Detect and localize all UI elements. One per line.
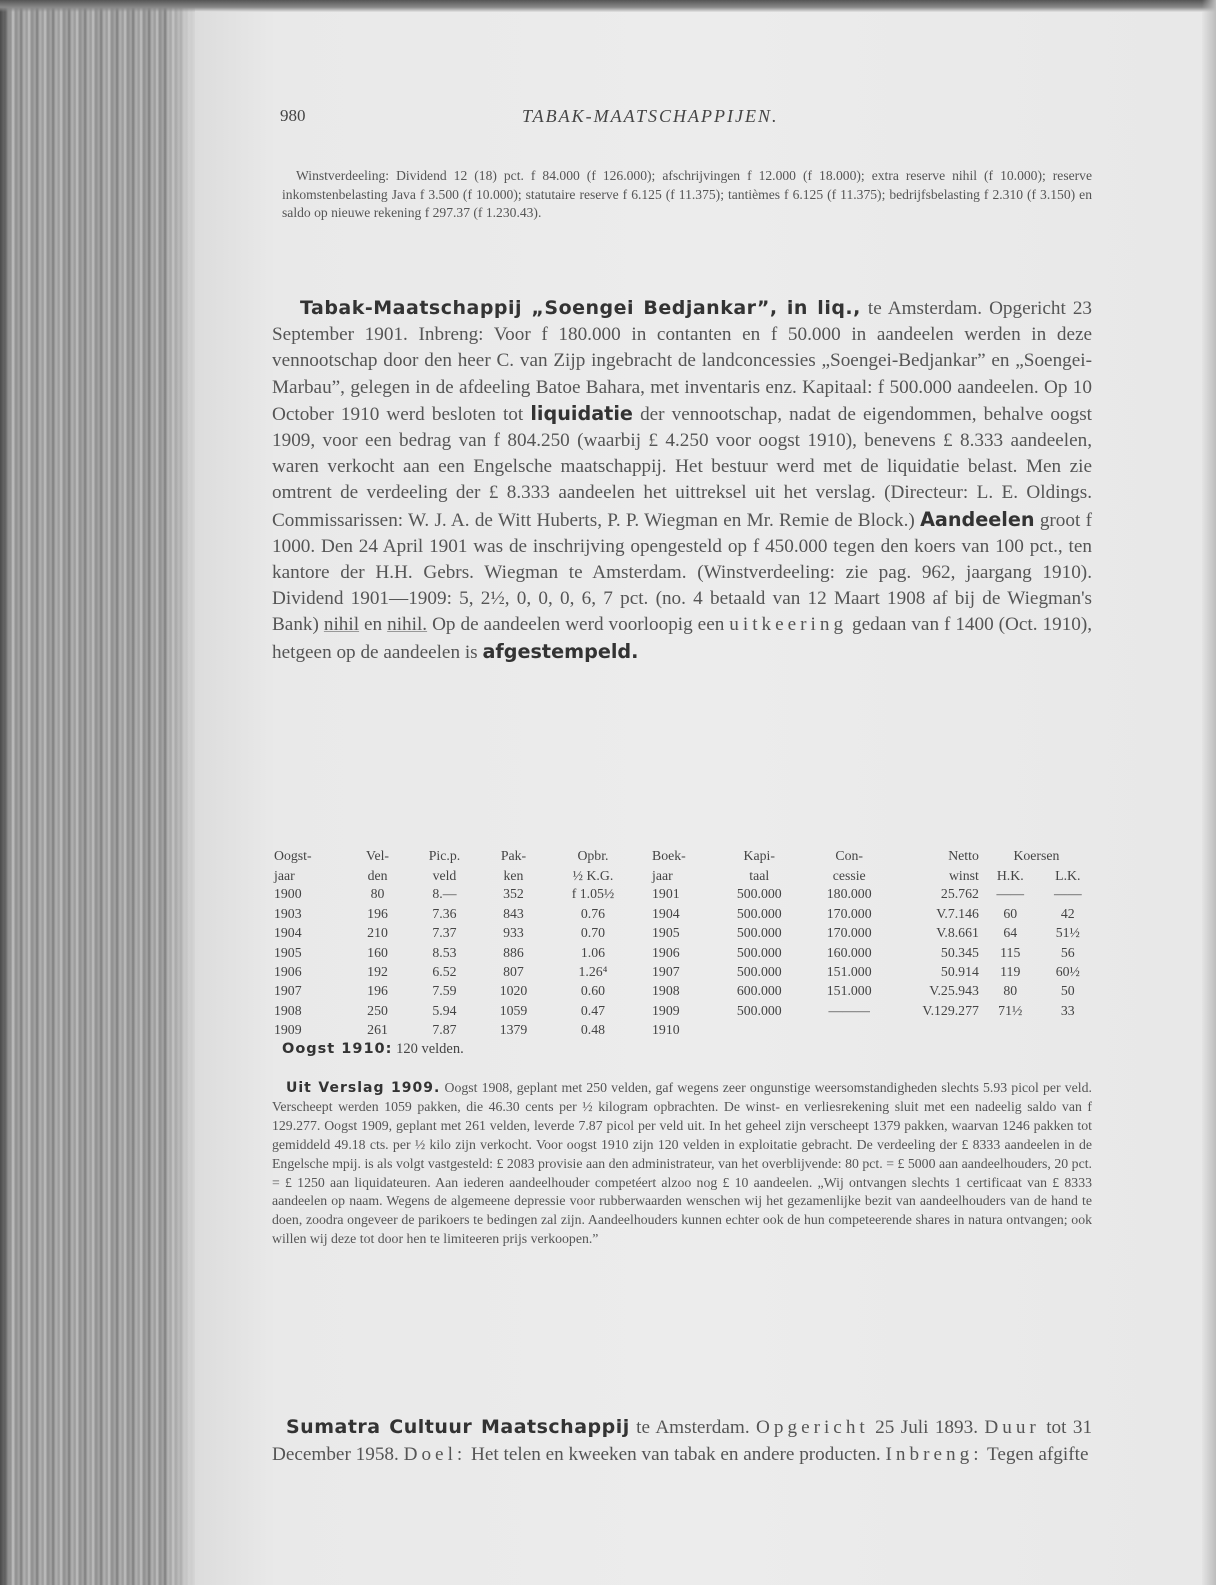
duur-spaced: Duur [984, 1417, 1040, 1438]
cell: 56 [1060, 944, 1075, 960]
nihil-1: nihil [323, 614, 360, 636]
cell: 60 [1003, 905, 1018, 921]
cell: 1904 [652, 905, 680, 921]
oogst-1910-line [282, 1041, 464, 1058]
cell: 1907 [652, 964, 680, 980]
header-sub: ½ K.G. [572, 867, 614, 883]
cell: 7.37 [432, 925, 457, 941]
cell: 261 [367, 1022, 388, 1038]
cell: 151.000 [826, 964, 872, 980]
cell: 250 [367, 1002, 388, 1018]
header-sub: veld [432, 867, 457, 883]
header-sub: winst [948, 867, 979, 883]
cell: 500.000 [736, 964, 782, 980]
heading-suffix: te [867, 298, 882, 319]
table-row [274, 885, 1094, 904]
cell: 33 [1060, 1002, 1075, 1018]
cell: 1906 [274, 964, 302, 980]
cell: 60½ [1055, 964, 1080, 980]
entry-heading: Tabak-Maatschappij „Soengei Bedjankar”, in liq., [300, 297, 861, 319]
header-netto-winst: Netto [948, 848, 979, 864]
entry-sumatra-cultuur [272, 1414, 1092, 1468]
header-velden: Vel- [366, 848, 390, 864]
cell: 50 [1060, 983, 1075, 999]
cell: 80 [1003, 983, 1018, 999]
cell: 151.000 [826, 983, 872, 999]
sumatra-text-1: te Amsterdam. [636, 1417, 750, 1438]
cell: 119 [1000, 964, 1021, 980]
table-row [274, 982, 1094, 1001]
entry-text-4: Op de aandeelen werd voorloopig een [432, 614, 725, 636]
oogst-1910-label: Oogst 1910: [282, 1041, 393, 1057]
page-number: 980 [280, 106, 306, 125]
aandeelen-label: Aandeelen [920, 507, 1035, 531]
cell: 1910 [652, 1022, 680, 1038]
sumatra-text-4: Het telen en kweeken van tabak en andere producten. [471, 1444, 881, 1465]
entry-text-1: Amsterdam. Opgericht 23 September 1901. Inbreng: Voor f 180.000 in contanten en f 50.000 in aandeelen werden in deze vennootschap door den heer C. van Zijp ingebracht de landconcessies „Soengei-Bedjankar” en „Soengei-Marbau”, gelegen in de afdeeling Batoe Bahara, met inventaris enz. Kapitaal: f 500.000 aandeelen. Op 10 October 1910 werd besloten tot [272, 298, 1093, 425]
header-boekjaar: Boek- [652, 848, 686, 864]
header-concessie: Con- [835, 848, 863, 864]
cell: 500.000 [736, 944, 782, 960]
nihil-2: nihil. [387, 614, 428, 636]
cell: 7.59 [432, 983, 457, 999]
cell: 1904 [274, 925, 302, 941]
cell: 933 [503, 925, 524, 941]
cell: 0.76 [580, 905, 606, 921]
header-pakken: Pak- [500, 848, 527, 864]
cell: 170.000 [826, 905, 872, 921]
cell: 7.87 [432, 1022, 457, 1038]
cell: 807 [503, 964, 524, 980]
cell: 180.000 [826, 886, 872, 902]
book-top-edge [0, 0, 1216, 12]
entry-text-3: groot f 1000. Den 24 April 1901 was de inschrijving opengesteld op f 450.000 tegen den koers van 100 pct., ten kantore der H.H. Gebrs. Wiegman te Amsterdam. (Winstverdeeling: zie pag. 962, jaargang 1910). Dividend 1901—1909: 5, 2½, 0, 0, 0, 6, 7 pct. (no. 4 betaald van 12 Maart 1908 af bij de Wiegman's Bank) [272, 509, 1092, 636]
cell: 192 [367, 964, 388, 980]
book-page-edges [0, 0, 195, 1585]
cell [715, 1021, 803, 1040]
cell: 1059 [499, 1002, 528, 1018]
cell: 600.000 [736, 983, 782, 999]
cell: 1901 [652, 886, 680, 902]
cell: 7.36 [432, 905, 457, 921]
harvest-table [274, 846, 1094, 1040]
sumatra-text-5: Tegen afgifte [987, 1444, 1089, 1465]
entry-text-5: gedaan van f 1400 (Oct. 1910), hetgeen op de aandeelen is [272, 614, 1093, 663]
cell: 1909 [652, 1002, 680, 1018]
cell: 1906 [652, 944, 680, 960]
opgericht-spaced: Opgericht [756, 1417, 869, 1438]
cell: 500.000 [736, 1002, 782, 1018]
cell: 1900 [274, 886, 302, 902]
cell: 64 [1003, 925, 1018, 941]
doel-spaced: Doel: [403, 1444, 467, 1465]
cell: 1.06 [580, 944, 606, 960]
header-sub: ken [503, 867, 524, 883]
book-right-edge [1202, 0, 1216, 1585]
oogst-1910-value: 120 velden. [396, 1041, 464, 1057]
cell: 50.914 [940, 964, 979, 980]
cell: 0.47 [580, 1002, 606, 1018]
running-title: TABAK-MAATSCHAPPIJEN. [522, 106, 779, 126]
sumatra-text-2: 25 Juli 1893. [875, 1417, 978, 1438]
cell: 50.345 [940, 944, 979, 960]
table-row [274, 962, 1094, 981]
cell: 210 [367, 925, 388, 941]
table-row [274, 943, 1094, 962]
cell: 80 [370, 886, 385, 902]
entry-soengei-bedjankar [272, 295, 1092, 666]
header-koersen: Koersen [1013, 848, 1060, 864]
cell: 1.26⁴ [578, 964, 608, 980]
header-sub: taal [749, 867, 770, 883]
afgestempeld-label: afgestempeld. [482, 639, 639, 663]
verslag-label: Uit Verslag 1909. [286, 1080, 441, 1096]
cell: 0.60 [580, 983, 606, 999]
header-oogstjaar: Oogst- [274, 848, 312, 864]
header-sub: cessie [832, 867, 866, 883]
cell: 42 [1060, 905, 1075, 921]
cell: 6.52 [432, 964, 457, 980]
header-sub: jaar [652, 867, 673, 883]
table-header-row-1 [274, 846, 1094, 865]
cell: 1905 [274, 944, 302, 960]
cell: 1909 [274, 1022, 302, 1038]
cell: 160.000 [826, 944, 872, 960]
table-row [274, 1001, 1094, 1020]
previous-entry-tail [282, 167, 1092, 223]
cell: 1905 [652, 925, 680, 941]
cell [803, 1021, 895, 1040]
cell: 196 [367, 905, 388, 921]
entry-text-2: der vennootschap, nadat de eigendommen, behalve oogst 1909, voor een bedrag van f 804.250 (waarbij £ 4.250 voor oogst 1910), benevens £ 8.333 aandeelen, waren verkocht aan een Engelsche maatschappij. Het bestuur werd met de liquidatie belast. Men zie omtrent de verdeeling der £ 8.333 aandeelen het uittreksel uit het verslag. (Directeur: L. E. Oldings. Commissarissen: W. J. A. de Witt Huberts, P. P. Wiegman en Mr. Remie de Block.) [272, 403, 1093, 531]
running-head [272, 106, 1090, 132]
cell: 1908 [274, 1002, 302, 1018]
uit-verslag-1909 [272, 1079, 1092, 1249]
book-page [195, 12, 1202, 1585]
cell: 71½ [998, 1002, 1023, 1018]
table-row [274, 1021, 1094, 1040]
cell: 0.48 [580, 1022, 606, 1038]
cell: 25.762 [940, 886, 979, 902]
cell: 8.— [432, 886, 457, 902]
cell: 0.70 [580, 925, 606, 941]
cell: —— [996, 886, 1025, 902]
cell: V.25.943 [929, 983, 979, 999]
table-row [274, 904, 1094, 923]
cell: V.129.277 [922, 1002, 979, 1018]
en-word: en [364, 614, 383, 636]
header-kapitaal: Kapi- [743, 848, 775, 864]
header-hoogste-koers: H.K. [996, 867, 1024, 883]
cell: V.8.661 [936, 925, 979, 941]
table-row [274, 924, 1094, 943]
inbreng-spaced: Inbreng: [885, 1444, 983, 1465]
verslag-text: Oogst 1908, geplant met 250 velden, gaf wegens zeer ongunstige weersomstandigheden slechts 5.93 picol per veld. Verscheept werden 1059 pakken, die 46.30 cents per ½ kilogram opbrachten. De winst- en verliesrekening sluit met een nadeelig saldo van f 129.277. Oogst 1909, geplant met 261 velden, leverde 7.87 picol per veld uit. In het geheel zijn verscheept 1379 pakken, waarvan 1246 pakken tot gemiddeld 49.18 cts. per ½ kilo zijn verkocht. Voor oogst 1910 zijn 120 velden in exploitatie gebracht. De verdeeling der £ 8333 aandeelen in de Engelsche mpij. is als volgt vastgesteld: £ 2083 provisie aan den administrateur, van het overblijvende: 80 pct. = £ 5000 aan aandeelhouders, 20 pct. = £ 1250 aan liquidateuren. Aan iederen aandeelhouder competéert alzoo nog £ 10 aandeelen. „Wij ontvangen slechts 1 certificaat van £ 8333 aandeelen op naam. Wegens de algemeene depressie voor rubberwaarden wenschen wij het gezamenlijke bezit van aandeelhouders van de hand te doen, zoodra ongeveer de parikoers te bedingen zal zijn. Aandeelhouders kunnen echter ook de hun competeerende shares in natura ontvangen; ook willen wij deze tot door hen te limiteeren prijs verkoopen.” [272, 1080, 1092, 1247]
winstverdeeling-text: Winstverdeeling: Dividend 12 (18) pct. f 84.000 (f 126.000); afschrijvingen f 12.000 (f 18.000); extra reserve nihil (f 10.000); reserve inkomstenbelasting Java f 3.500 (f 10.000); statutaire reserve f 6.125 (f 11.375); tantièmes f 6.125 (f 11.375); bedrijfsbelasting f 2.310 (f 3.150) en saldo op nieuwe rekening f 297.37 (f 1.230.43). [282, 168, 1092, 220]
uitkeering-spaced: uitkeering [729, 614, 848, 636]
cell: 1903 [274, 905, 302, 921]
cell: 886 [503, 944, 524, 960]
header-laagste-koers: L.K. [1055, 867, 1081, 883]
spine-shadow [0, 0, 12, 1585]
cell: 1907 [274, 983, 302, 999]
cell: 843 [503, 905, 524, 921]
cell: —— [1054, 886, 1082, 902]
cell: 51½ [1055, 925, 1080, 941]
table-header-row-2 [274, 865, 1094, 884]
cell: 500.000 [736, 905, 782, 921]
cell: 352 [503, 886, 524, 902]
cell: 1379 [499, 1022, 528, 1038]
cell: ——— [828, 1002, 870, 1018]
cell: 170.000 [826, 925, 872, 941]
cell [895, 1021, 979, 1040]
cell [979, 1021, 1042, 1040]
sumatra-text-3: tot 31 December 1958. [272, 1417, 1093, 1465]
cell: 500.000 [736, 886, 782, 902]
cell: f 1.05½ [571, 886, 615, 902]
liquidatie-label: liquidatie [530, 401, 633, 425]
cell: V.7.146 [936, 905, 979, 921]
cell: 1020 [499, 983, 528, 999]
cell: 196 [367, 983, 388, 999]
cell [1042, 1021, 1094, 1040]
cell: 8.53 [432, 944, 457, 960]
header-sub: den [367, 867, 388, 883]
sumatra-heading: Sumatra Cultuur Maatschappij [286, 1416, 630, 1438]
cell: 1908 [652, 983, 680, 999]
cell: 160 [367, 944, 388, 960]
cell: 115 [1000, 944, 1021, 960]
header-pic-per-veld: Pic.p. [428, 848, 461, 864]
header-opbrengst: Opbr. [577, 848, 609, 864]
cell: 500.000 [736, 925, 782, 941]
cell: 5.94 [432, 1002, 457, 1018]
header-sub: jaar [274, 867, 295, 883]
